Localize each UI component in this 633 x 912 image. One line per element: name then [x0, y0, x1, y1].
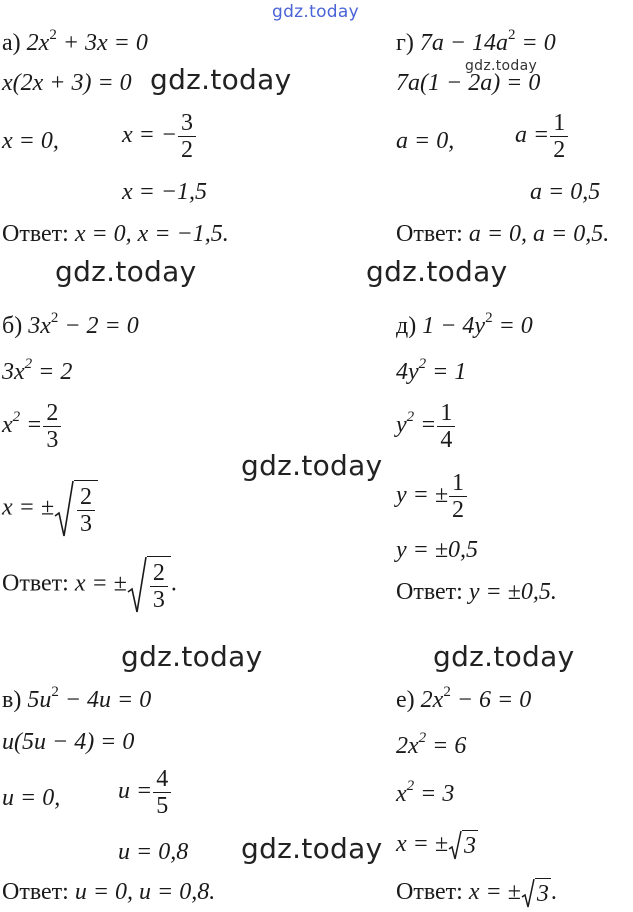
problem-e-answer: Ответ: x = ± 3 .	[396, 879, 557, 907]
problem-b-step3: x = ± $\frac{2}{3}$	[2, 480, 98, 538]
sqrt-symbol: 3	[448, 830, 478, 860]
watermark-small: gdz.today	[465, 58, 538, 74]
problem-e-step1: $2x^2 = 6$	[396, 730, 467, 759]
sqrt-symbol: 3	[521, 878, 551, 908]
problem-g-answer: Ответ: a = 0, a = 0,5.	[396, 221, 610, 247]
problem-g-root2-decimal: a = 0,5	[530, 179, 601, 205]
problem-g-equation: г) $7a - 14a^2 = 0$	[396, 27, 556, 56]
problem-d-answer: Ответ: y = ±0,5.	[396, 579, 557, 605]
problem-d-step2: $y^2$ = $\frac{1}{4}$	[396, 400, 456, 453]
problem-a-answer: Ответ: x = 0, x = −1,5.	[2, 221, 229, 247]
problem-g-factored: 7a(1 − 2a) = 0	[396, 70, 541, 96]
sqrt-symbol: $\frac{2}{3}$	[127, 556, 171, 614]
problem-v-root2-decimal: u = 0,8	[118, 839, 189, 865]
sqrt-symbol: $\frac{2}{3}$	[54, 480, 98, 538]
watermark-top: gdz.today	[272, 2, 359, 22]
problem-v-answer: Ответ: u = 0, u = 0,8.	[2, 879, 216, 905]
problem-g-root1: a = 0,	[396, 128, 455, 154]
problem-a-root2-decimal: x = −1,5	[122, 179, 208, 205]
watermark: gdz.today	[55, 255, 197, 288]
problem-e-step3: x = ± 3	[396, 831, 477, 859]
problem-v-equation: в) $5u^2 - 4u = 0$	[2, 684, 152, 713]
watermark: gdz.today	[121, 640, 263, 673]
problem-b-answer: Ответ: x = ± $\frac{2}{3}$ .	[2, 556, 177, 614]
problem-d-step3: y = ± $\frac{1}{2}$	[396, 470, 468, 523]
problem-b-step2: $x^2$ = $\frac{2}{3}$	[2, 400, 62, 453]
problem-b-step1: $3x^2 = 2$	[2, 356, 73, 385]
problem-a-equation: а) $2x^2 + 3x = 0$	[2, 27, 148, 56]
watermark: gdz.today	[150, 63, 292, 96]
problem-v-factored: u(5u − 4) = 0	[2, 729, 135, 755]
problem-a-root1: x = 0,	[2, 128, 59, 154]
watermark: gdz.today	[366, 255, 508, 288]
problem-v-root2: u = $\frac{4}{5}$	[118, 766, 172, 819]
problem-d-step1: $4y^2 = 1$	[396, 356, 467, 385]
watermark: gdz.today	[241, 449, 383, 482]
watermark: gdz.today	[433, 640, 575, 673]
problem-v-root1: u = 0,	[2, 785, 61, 811]
problem-d-equation: д) $1 - 4y^2 = 0$	[396, 310, 533, 339]
problem-g-root2: a = $\frac{1}{2}$	[515, 110, 569, 163]
problem-a-root2: x = − $\frac{3}{2}$	[122, 110, 197, 163]
problem-e-step2: $x^2 = 3$	[396, 778, 455, 807]
problem-e-equation: е) $2x^2 - 6 = 0$	[396, 684, 532, 713]
problem-b-equation: б) $3x^2 - 2 = 0$	[2, 310, 139, 339]
problem-d-step4: y = ±0,5	[396, 537, 479, 563]
watermark: gdz.today	[241, 832, 383, 865]
problem-a-factored: x(2x + 3) = 0	[2, 70, 132, 96]
